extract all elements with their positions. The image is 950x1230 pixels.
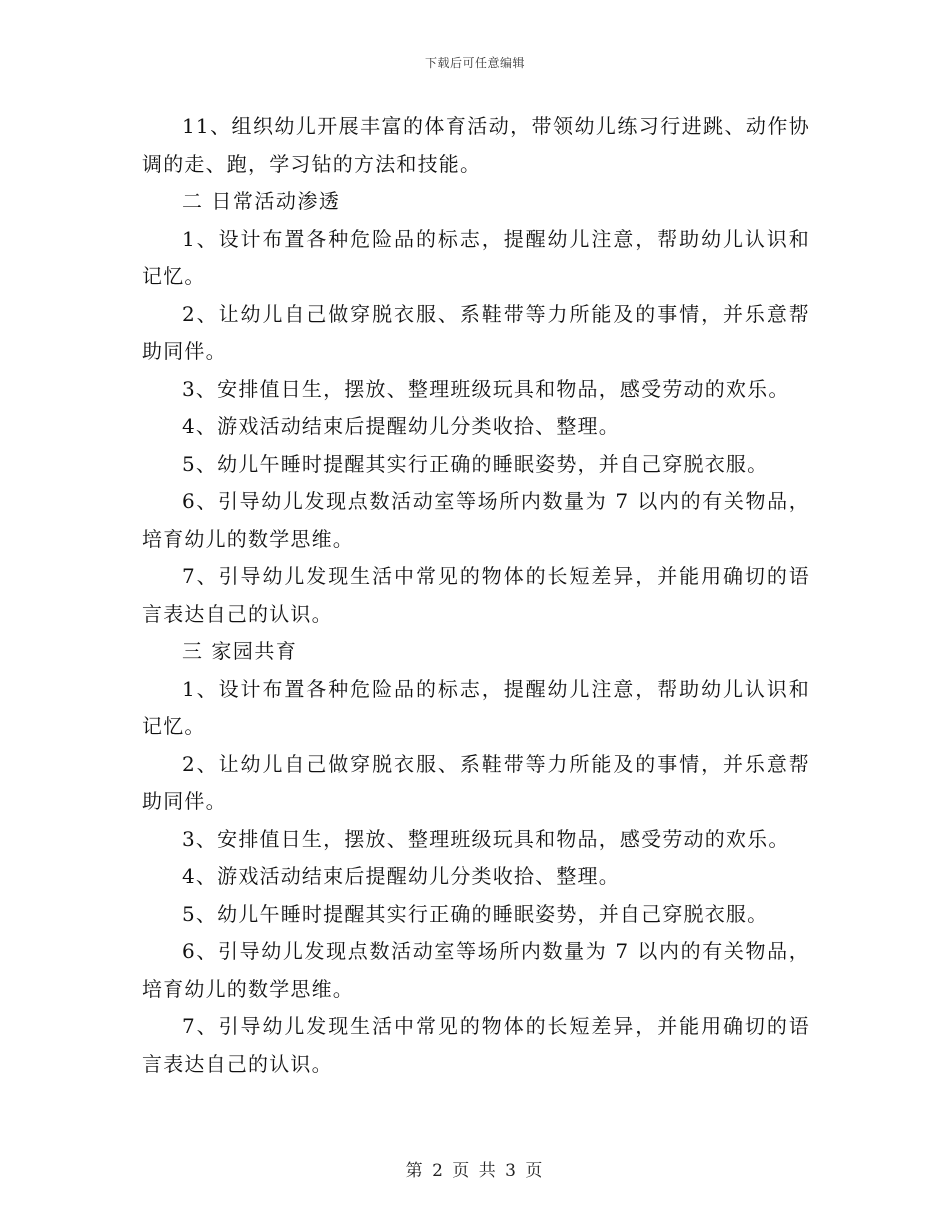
- document-body: [142, 108, 810, 1083]
- section-heading-home-school: 三 家园共育: [182, 639, 298, 663]
- paragraph-item: 7、引导幼儿发现生活中常见的物体的长短差异，并能用确切的语言表达自己的认识。: [142, 1014, 810, 1076]
- section-heading-daily-activities: 二 日常活动渗透: [182, 189, 341, 213]
- paragraph-item: 7、引导幼儿发现生活中常见的物体的长短差异，并能用确切的语言表达自己的认识。: [142, 564, 810, 626]
- paragraph-item: 5、幼儿午睡时提醒其实行正确的睡眠姿势，并自己穿脱衣服。: [182, 901, 769, 926]
- paragraph-item: 1、设计布置各种危险品的标志，提醒幼儿注意，帮助幼儿认识和记忆。: [142, 676, 810, 738]
- paragraph-item: 4、游戏活动结束后提醒幼儿分类收拾、整理。: [182, 414, 620, 438]
- paragraph-item: 3、安排值日生，摆放、整理班级玩具和物品，感受劳动的欢乐。: [182, 826, 790, 851]
- page-footer-page-number: 第 2 页 共 3 页: [405, 1161, 545, 1181]
- paragraph-item: 3、安排值日生，摆放、整理班级玩具和物品，感受劳动的欢乐。: [182, 376, 790, 401]
- paragraph-item: 6、引导幼儿发现点数活动室等场所内数量为 7 以内的有关物品，培育幼儿的数学思维。: [142, 489, 810, 551]
- paragraph-item: 2、让幼儿自己做穿脱衣服、系鞋带等力所能及的事情，并乐意帮助同伴。: [142, 751, 810, 813]
- paragraph-item: 4、游戏活动结束后提醒幼儿分类收拾、整理。: [182, 864, 620, 888]
- paragraph-item: 2、让幼儿自己做穿脱衣服、系鞋带等力所能及的事情，并乐意帮助同伴。: [142, 301, 810, 363]
- paragraph-item: 5、幼儿午睡时提醒其实行正确的睡眠姿势，并自己穿脱衣服。: [182, 451, 769, 476]
- paragraph-item-11: 11、组织幼儿开展丰富的体育活动，带领幼儿练习行进跳、动作协调的走、跑，学习钻的方法和技能。: [142, 114, 810, 176]
- paragraph-item: 1、设计布置各种危险品的标志，提醒幼儿注意，帮助幼儿认识和记忆。: [142, 226, 810, 288]
- page-header: 下载后可任意编辑: [424, 56, 525, 70]
- paragraph-item: 6、引导幼儿发现点数活动室等场所内数量为 7 以内的有关物品，培育幼儿的数学思维。: [142, 939, 810, 1001]
